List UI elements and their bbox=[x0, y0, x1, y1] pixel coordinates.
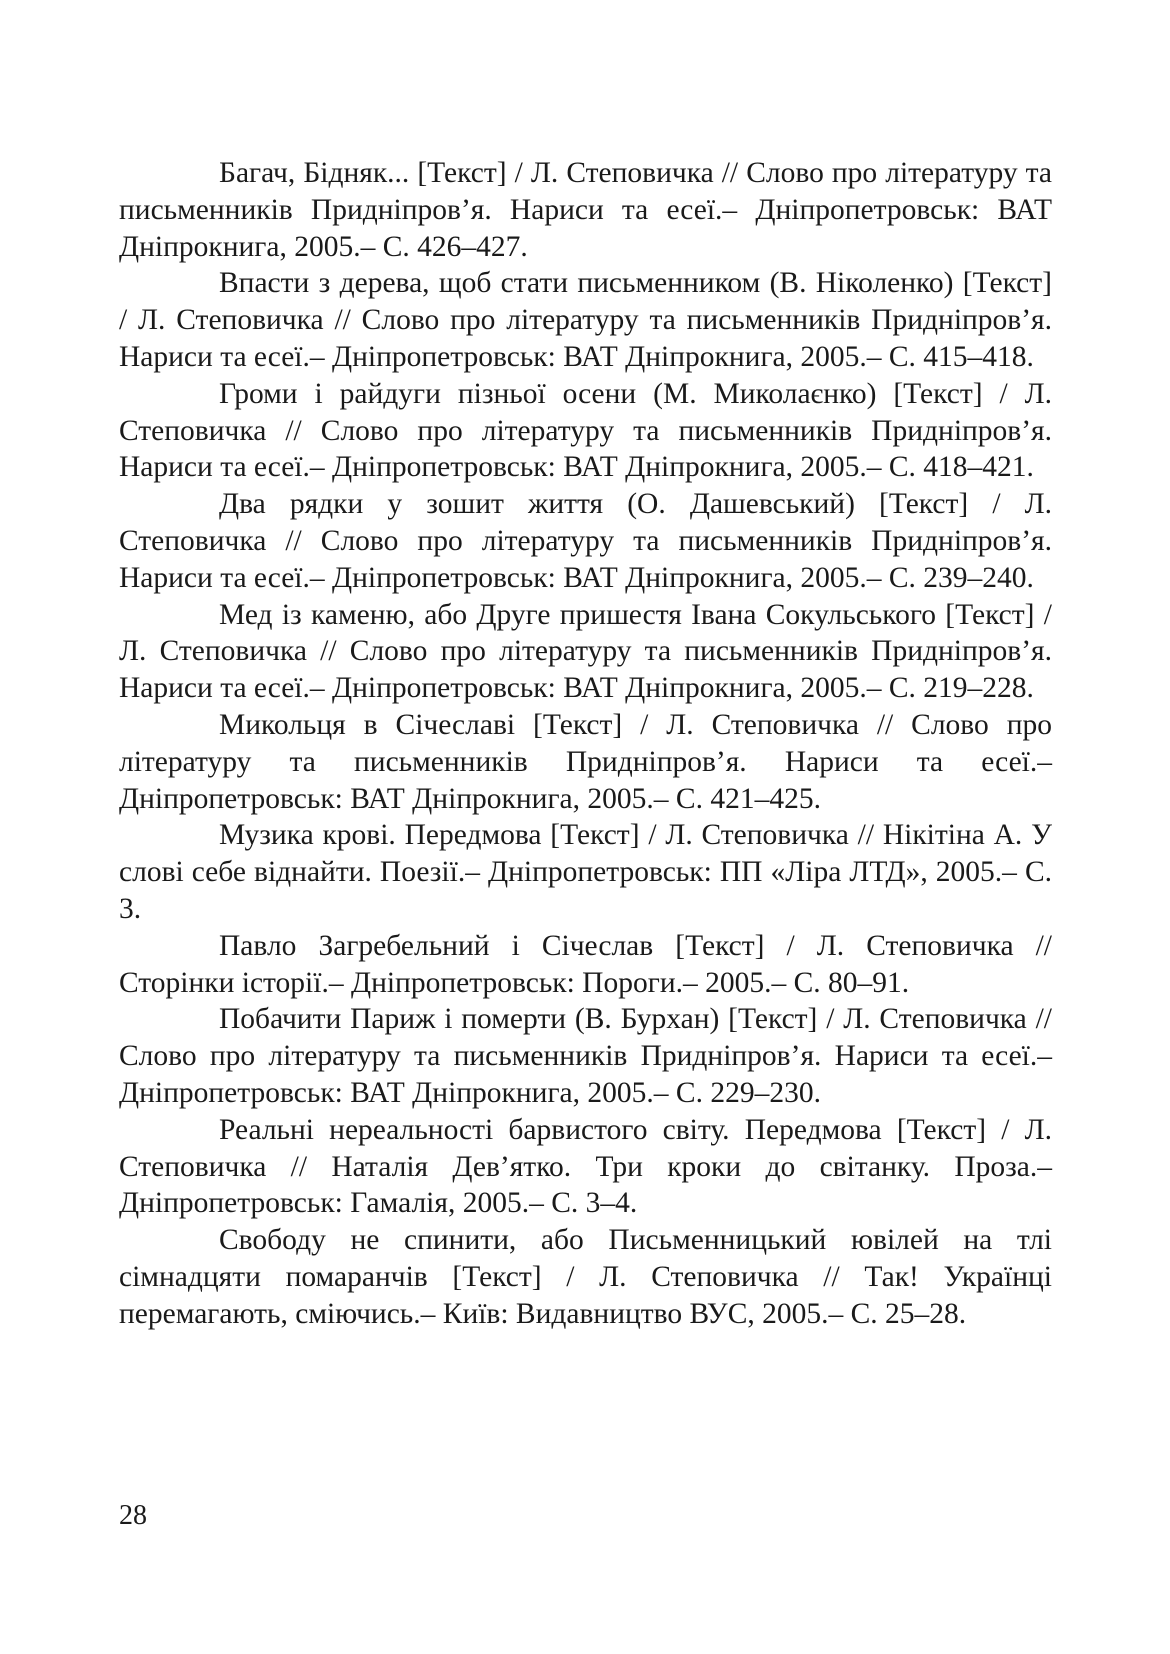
bibliography-entry: Мед із каменю, або Друге пришестя Івана Сокульського [Текст] / Л. Степовичка // Слово про літературу та письменників Придніпров’я. Нариси та есеї.– Дніпропетровськ: ВАТ Дніпрокнига, 2005.– С. 219–228. bbox=[119, 598, 1052, 705]
bibliography-entry: Павло Загребельний і Січеслав [Текст] / Л. Степовичка // Сторінки історії.– Дніпропетровськ: Пороги.– 2005.– С. 80–91. bbox=[119, 929, 1052, 999]
bibliography-entry: Побачити Париж і померти (В. Бурхан) [Текст] / Л. Степовичка // Слово про літературу та письменників Придніпров’я. Нариси та есеї.– Дніпропетровськ: ВАТ Дніпрокнига, 2005.– С. 229–230. bbox=[119, 1003, 1052, 1109]
bibliography-entry: Впасти з дерева, щоб стати письменником (В. Ніколенко) [Текст] / Л. Степовичка // Слово про літературу та письменників Придніпров’я. Нариси та есеї.– Дніпропетровськ: ВАТ Дніпрокнига, 2005.– С. 415–418. bbox=[119, 267, 1052, 373]
bibliography-entry: Два рядки у зошит життя (О. Дашевський) [Текст] / Л. Степовичка // Слово про літературу та письменників Придніпров’я. Нариси та есеї.– Дніпропетровськ: ВАТ Дніпрокнига, 2005.– С. 239–240. bbox=[119, 488, 1052, 594]
bibliography-list bbox=[119, 155, 1052, 1333]
bibliography-entry: Реальні нереальності барвистого світу. Передмова [Текст] / Л. Степовичка // Наталія Дев’ятко. Три кроки до світанку. Проза.– Дніпропетровськ: Гамалія, 2005.– С. 3–4. bbox=[119, 1113, 1052, 1220]
bibliography-entry: Свободу не спинити, або Письменницький ювілей на тлі сімнадцяти помаранчів [Текст] / Л. Степовичка // Так! Українці перемагають, сміючись.– Київ: Видавництво ВУС, 2005.– С. 25–28. bbox=[119, 1224, 1052, 1330]
bibliography-entry: Музика крові. Передмова [Текст] / Л. Степовичка // Нікітіна А. У слові себе віднайти. Поезії.– Дніпропетровськ: ПП «Ліра ЛТД», 2005.– С. 3. bbox=[119, 819, 1052, 925]
page-number: 28 bbox=[119, 1500, 147, 1531]
bibliography-entry: Багач, Бідняк... [Текст] / Л. Степовичка // Слово про літературу та письменників Придніпров’я. Нариси та есеї.– Дніпропетровськ: ВАТ Дніпрокнига, 2005.– С. 426–427. bbox=[119, 157, 1052, 263]
bibliography-entry: Громи і райдуги пізньої осени (М. Миколаєнко) [Текст] / Л. Степовичка // Слово про літературу та письменників Придніпров’я. Нариси та есеї.– Дніпропетровськ: ВАТ Дніпрокнига, 2005.– С. 418–421. bbox=[119, 377, 1052, 484]
bibliography-entry: Микольця в Січеславі [Текст] / Л. Степовичка // Слово про літературу та письменників Придніпров’я. Нариси та есеї.– Дніпропетровськ: ВАТ Дніпрокнига, 2005.– С. 421–425. bbox=[119, 708, 1052, 815]
